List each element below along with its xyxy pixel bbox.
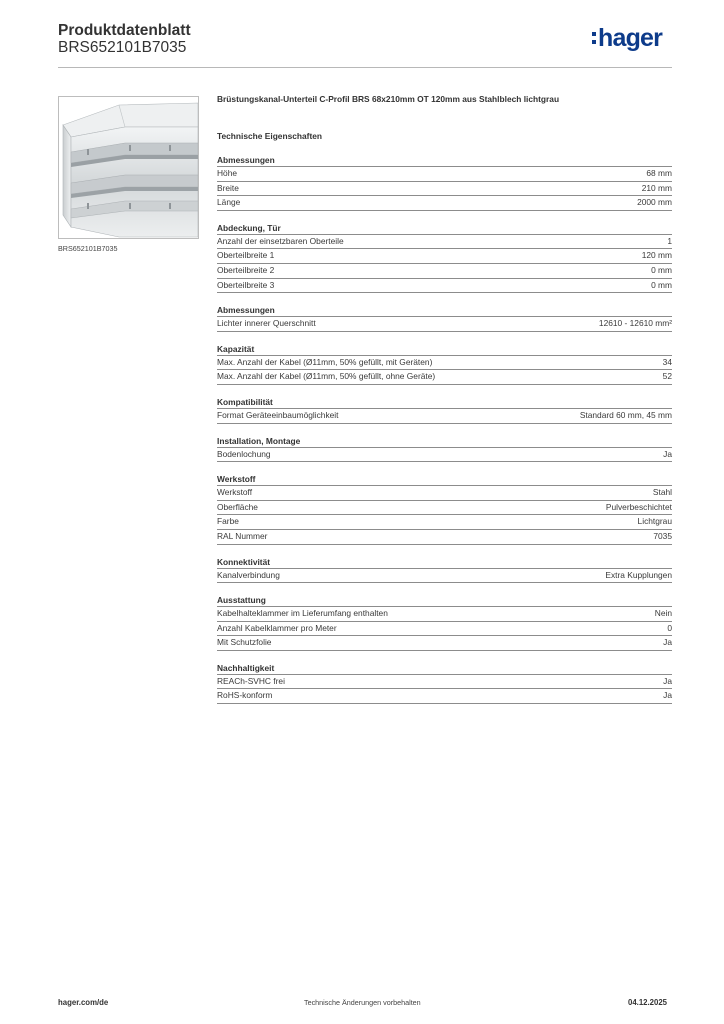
row-label: RAL Nummer	[217, 530, 268, 541]
section-title: Abmessungen	[217, 305, 275, 316]
footer-website: hager.com/de	[58, 998, 109, 1007]
row-value: Ja	[663, 675, 672, 686]
section-material	[217, 474, 672, 544]
row-label: Anzahl Kabelklammer pro Meter	[217, 622, 337, 633]
row-value: 7035	[653, 530, 672, 541]
table-row	[217, 485, 672, 500]
row-label: Anzahl der einsetzbaren Oberteile	[217, 235, 344, 246]
row-value: 0	[667, 622, 672, 633]
table-row	[217, 355, 672, 370]
logo-text: hager	[598, 24, 663, 52]
section-dimensions	[217, 155, 672, 211]
table-row	[217, 316, 672, 332]
row-value: Ja	[663, 637, 672, 648]
row-value: 12610 - 12610 mm²	[598, 318, 672, 329]
table-row	[217, 447, 672, 463]
section-title: Kapazität	[217, 343, 255, 354]
row-value: Pulverbeschichtet	[605, 501, 672, 512]
product-image	[58, 96, 199, 239]
row-value: 0 mm	[651, 279, 672, 290]
table-row	[217, 500, 672, 515]
table-row	[217, 635, 672, 651]
product-description: Brüstungskanal-Unterteil C-Profil BRS 68x210mm OT 120mm aus Stahlblech lichtgrau	[217, 94, 560, 104]
row-value: 1	[667, 235, 672, 246]
row-value: 120 mm	[641, 250, 672, 261]
section-title: Abdeckung, Tür	[217, 222, 281, 233]
image-caption: BRS652101B7035	[58, 244, 118, 253]
section-title: Installation, Montage	[217, 435, 301, 446]
row-label: Max. Anzahl der Kabel (Ø11mm, 50% gefüllt, ohne Geräte)	[217, 371, 436, 382]
section-compatibility	[217, 397, 672, 424]
row-value: Stahl	[652, 487, 672, 498]
row-label: Mit Schutzfolie	[217, 637, 272, 648]
table-row	[217, 369, 672, 385]
row-label: Länge	[217, 197, 241, 208]
table-row	[217, 278, 672, 294]
table-row	[217, 234, 672, 249]
row-value: 68 mm	[646, 168, 672, 178]
table-row	[217, 606, 672, 621]
section-equipment	[217, 595, 672, 651]
section-installation	[217, 436, 672, 463]
row-value: 0 mm	[651, 264, 672, 275]
section-dimensions-cross-section	[217, 305, 672, 332]
table-row	[217, 263, 672, 278]
row-label: Kanalverbindung	[217, 569, 280, 580]
row-value: Nein	[654, 608, 672, 619]
row-value: Lichtgrau	[637, 516, 672, 527]
row-label: Oberfläche	[217, 501, 258, 512]
row-value: 34	[662, 356, 672, 367]
row-label: Bodenlochung	[217, 448, 271, 459]
row-label: Breite	[217, 182, 239, 193]
row-label: Max. Anzahl der Kabel (Ø11mm, 50% gefüllt, mit Geräten)	[217, 356, 433, 367]
table-row	[217, 514, 672, 529]
row-value: 52	[662, 371, 672, 382]
technical-properties-title: Technische Eigenschaften	[217, 131, 323, 141]
section-title: Werkstoff	[217, 474, 256, 485]
row-label: Format Geräteeinbaumöglichkeit	[217, 409, 339, 420]
table-row	[217, 181, 672, 196]
row-label: Oberteilbreite 2	[217, 264, 275, 275]
row-value: Extra Kupplungen	[605, 569, 672, 580]
table-row	[217, 621, 672, 636]
row-label: Lichter innerer Querschnitt	[217, 318, 316, 329]
table-row	[217, 166, 672, 181]
table-row	[217, 674, 672, 689]
row-label: REACh-SVHC frei	[217, 675, 285, 686]
table-row	[217, 568, 672, 584]
section-title: Konnektivität	[217, 556, 271, 567]
table-row	[217, 529, 672, 545]
row-value: Ja	[663, 448, 672, 459]
section-title: Abmessungen	[217, 155, 275, 165]
section-title: Kompatibilität	[217, 396, 273, 407]
row-label: Höhe	[217, 168, 238, 178]
logo-dots-icon	[592, 32, 597, 48]
table-row	[217, 195, 672, 211]
article-number: BRS652101B7035	[58, 39, 187, 56]
row-value: Ja	[663, 690, 672, 701]
row-label: Oberteilbreite 3	[217, 279, 275, 290]
section-capacity	[217, 344, 672, 385]
section-sustainability	[217, 663, 672, 704]
row-label: Werkstoff	[217, 487, 253, 498]
row-label: RoHS-konform	[217, 690, 273, 701]
footer-date: 04.12.2025	[628, 998, 668, 1007]
header-divider	[58, 67, 672, 68]
footer-note: Technische Änderungen vorbehalten	[304, 998, 421, 1007]
row-value: 210 mm	[641, 182, 672, 193]
row-label: Oberteilbreite 1	[217, 250, 275, 261]
row-value: 2000 mm	[637, 197, 672, 208]
hager-logo	[592, 26, 662, 51]
row-label: Kabelhalteklammer im Lieferumfang enthalten	[217, 608, 388, 619]
table-row	[217, 248, 672, 263]
section-title: Ausstattung	[217, 595, 266, 606]
row-value: Standard 60 mm, 45 mm	[579, 409, 672, 420]
table-row	[217, 408, 672, 424]
section-cover-door	[217, 223, 672, 293]
cable-duct-illustration	[59, 97, 198, 238]
section-title: Nachhaltigkeit	[217, 662, 275, 673]
section-connectivity	[217, 557, 672, 584]
table-row	[217, 688, 672, 704]
row-label: Farbe	[217, 516, 239, 527]
main-content	[217, 94, 672, 704]
document-title: Produktdatenblatt	[58, 22, 191, 39]
